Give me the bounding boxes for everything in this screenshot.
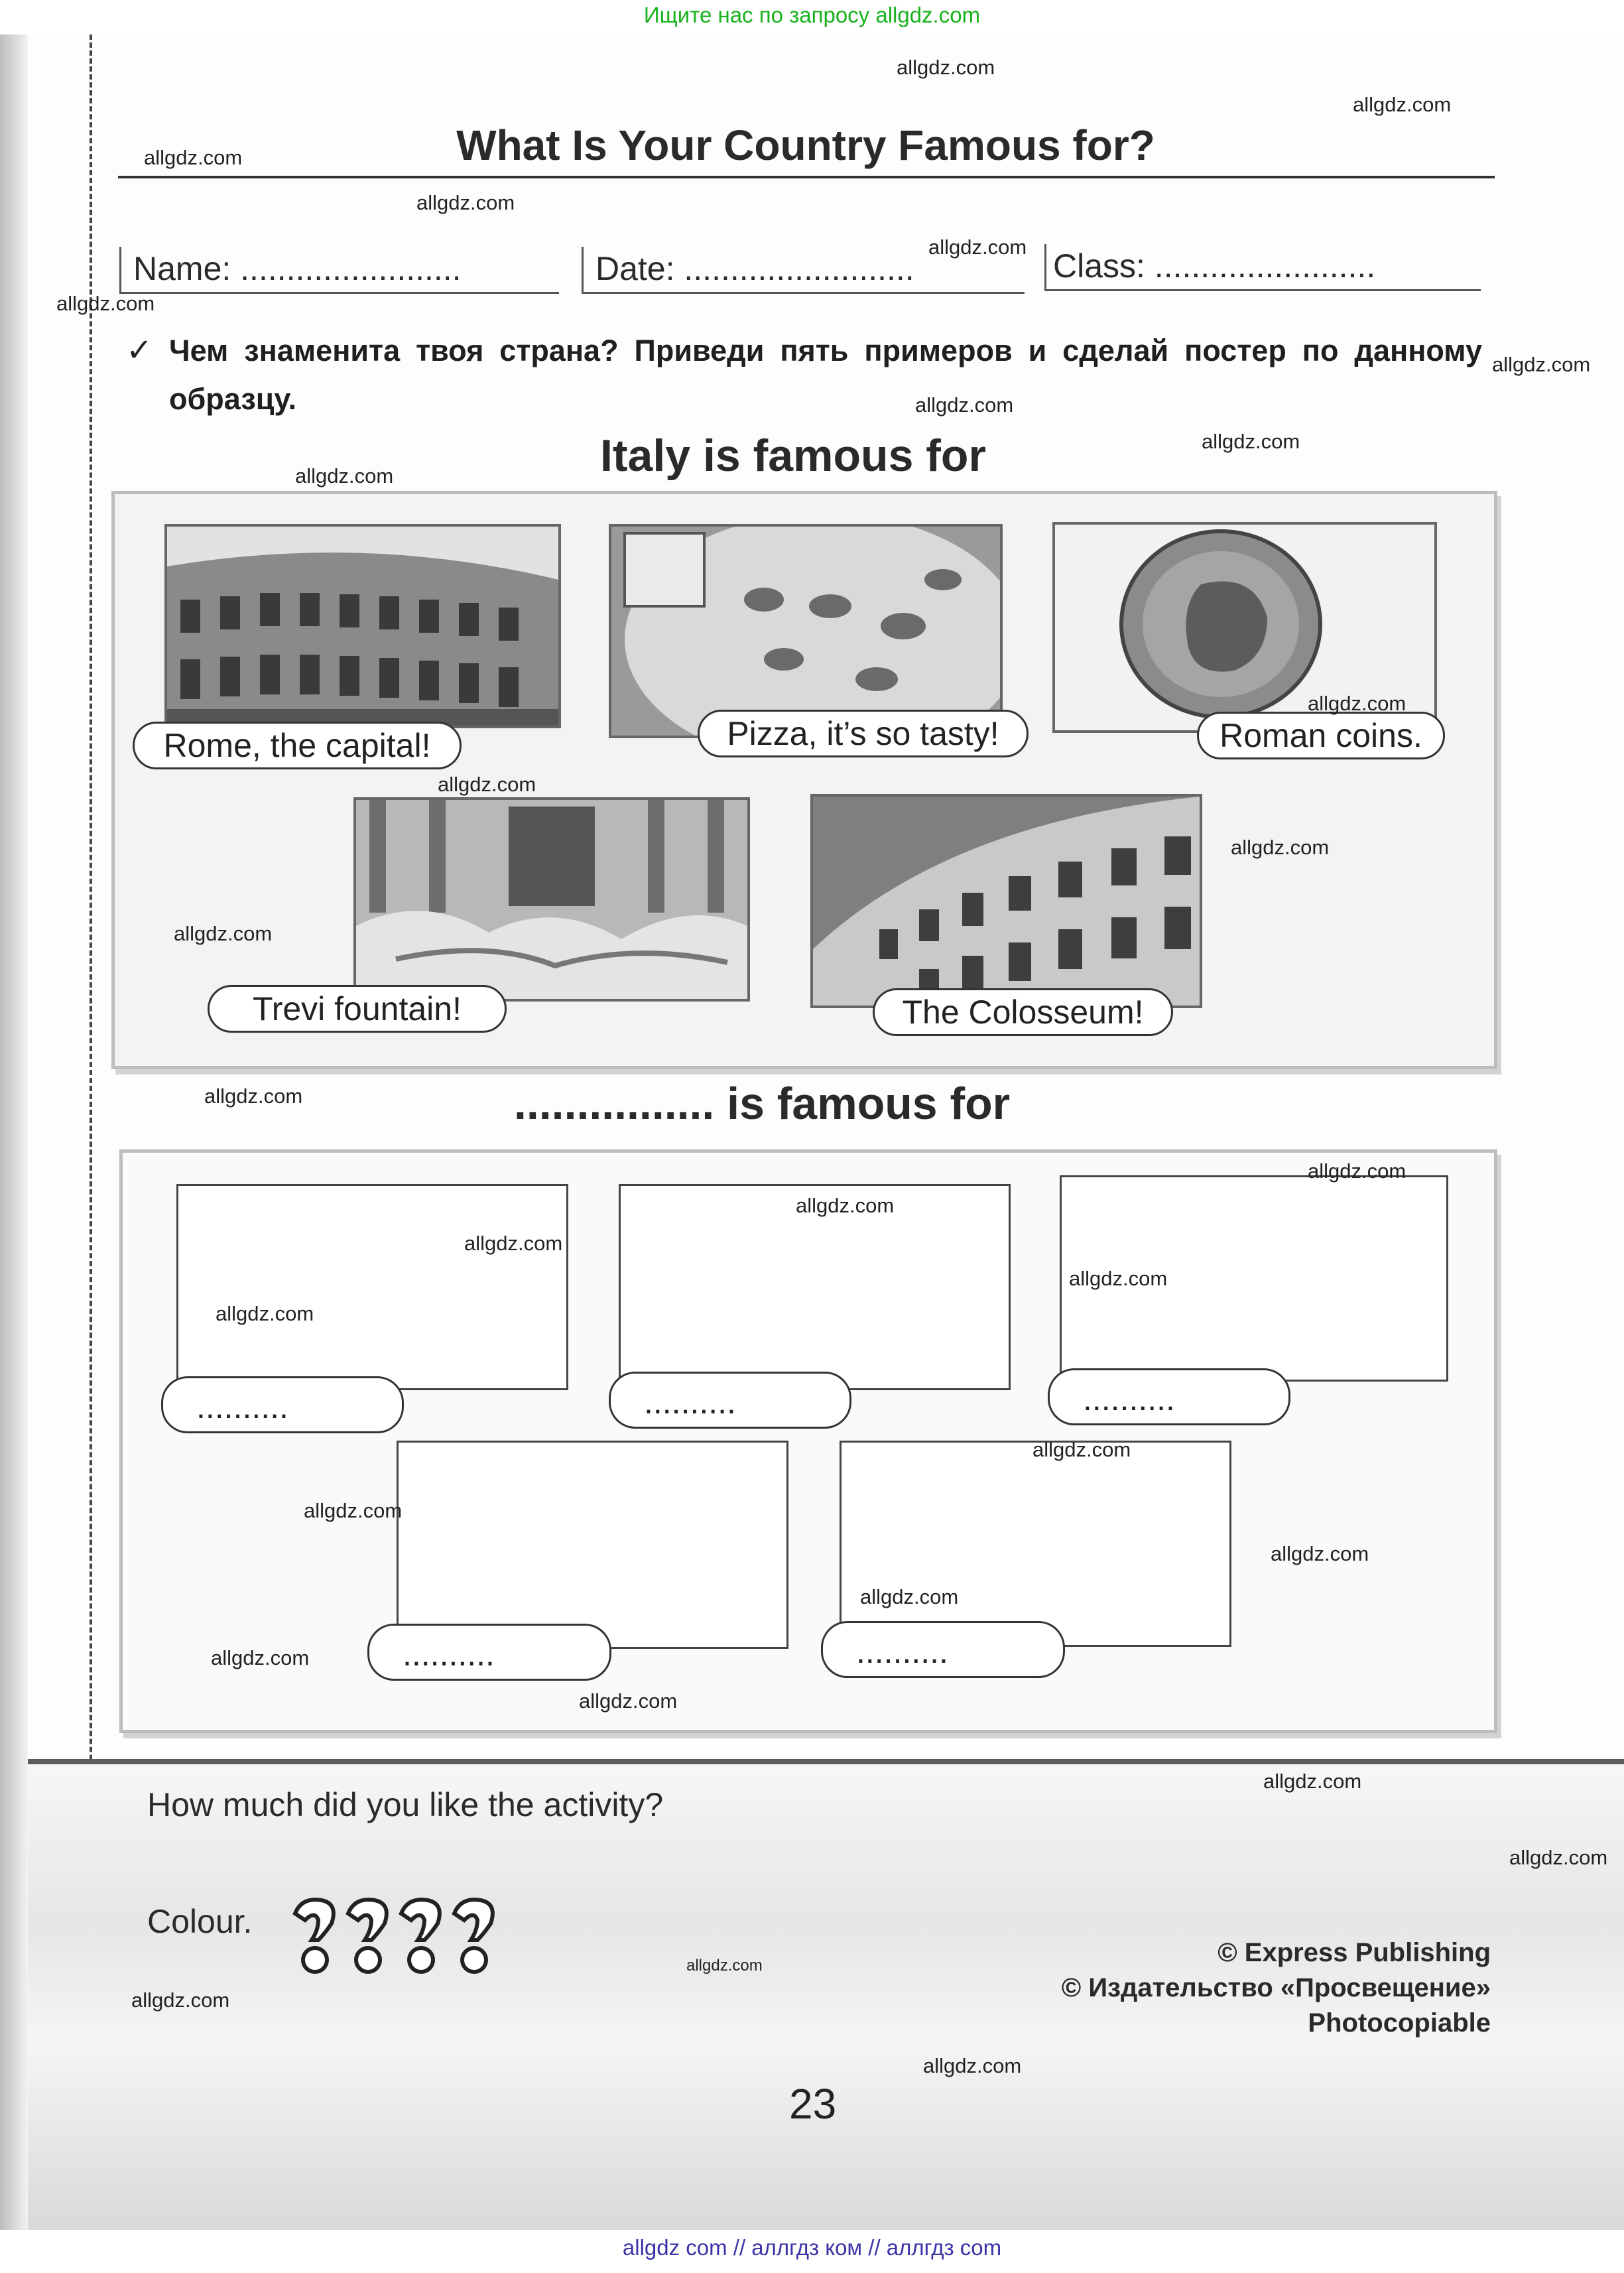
copyright-line-2: © Издательство «Просвещение» — [1061, 1973, 1491, 2002]
watermark: allgdz.com — [686, 1957, 763, 1975]
copyright-block — [995, 1935, 1491, 2041]
caption-field-2[interactable]: .......... — [609, 1372, 851, 1429]
bottom-banner[interactable]: allgdz com // аллгдз ком // аллгдз com — [622, 2235, 1002, 2260]
name-label: Name: ........................ — [133, 250, 462, 287]
page-number: 23 — [789, 2080, 837, 2128]
caption-field-5[interactable]: .......... — [821, 1621, 1065, 1678]
watermark: allgdz.com — [928, 235, 1027, 259]
drawing-box-5[interactable] — [840, 1441, 1231, 1647]
watermark: allgdz.com — [416, 191, 515, 214]
drawing-box-1[interactable] — [176, 1184, 568, 1390]
watermark: allgdz.com — [1032, 1438, 1131, 1461]
watermark: allgdz.com — [915, 393, 1014, 417]
watermark: allgdz.com — [1069, 1267, 1168, 1290]
caption-pizza: Pizza, it’s so tasty! — [698, 710, 1029, 757]
fountain-photo — [353, 797, 750, 1002]
watermark: allgdz.com — [204, 1084, 303, 1108]
copyright-line-3: Photocopiable — [1308, 2008, 1491, 2038]
caption-field-1[interactable]: .......... — [161, 1376, 404, 1433]
watermark: allgdz.com — [1202, 430, 1300, 453]
watermark: allgdz.com — [1271, 1542, 1369, 1565]
watermark: allgdz.com — [304, 1499, 403, 1522]
watermark: allgdz.com — [56, 292, 155, 315]
watermark: allgdz.com — [438, 773, 536, 796]
watermark: allgdz.com — [860, 1585, 959, 1608]
name-field[interactable] — [119, 247, 559, 294]
watermark: allgdz.com — [1509, 1846, 1608, 1869]
checkmark-icon: ✓ — [126, 333, 153, 368]
page-fold-shadow — [0, 34, 28, 2230]
thumbs-up-icon[interactable] — [285, 1894, 511, 1980]
watermark: allgdz.com — [295, 464, 394, 487]
watermark: allgdz.com — [216, 1302, 314, 1325]
page-title: What Is Your Country Famous for? — [456, 121, 1155, 169]
top-banner[interactable]: Ищите нас по запросу allgdz.com — [643, 3, 981, 27]
caption-field-3[interactable]: .......... — [1048, 1368, 1290, 1425]
watermark: allgdz.com — [174, 922, 273, 945]
watermark: allgdz.com — [144, 146, 243, 169]
example-heading: Italy is famous for — [600, 430, 986, 481]
rating-question: How much did you like the activity? — [147, 1786, 664, 1823]
colosseum-closeup-photo — [810, 794, 1202, 1008]
watermark: allgdz.com — [796, 1194, 895, 1217]
watermark: allgdz.com — [464, 1232, 563, 1255]
class-label: Class: ........................ — [1053, 247, 1376, 285]
caption-trevi: Trevi fountain! — [208, 985, 507, 1033]
caption-field-4[interactable]: .......... — [367, 1624, 611, 1681]
instruction-text: Чем знаменита твоя страна? Приведи пять примеров и сделай постер по данному образцу. — [169, 334, 1482, 416]
watermark: allgdz.com — [579, 1689, 678, 1713]
caption-rome: Rome, the capital! — [133, 722, 462, 769]
watermark: allgdz.com — [1308, 1159, 1406, 1183]
watermark: allgdz.com — [897, 56, 995, 79]
rating-band-divider — [28, 1759, 1624, 1764]
watermark: allgdz.com — [923, 2054, 1022, 2077]
watermark: allgdz.com — [1263, 1770, 1362, 1793]
caption-colosseum: The Colosseum! — [873, 988, 1173, 1036]
caption-coins: Roman coins. — [1197, 712, 1445, 759]
watermark: allgdz.com — [1231, 836, 1330, 859]
rating-colour-label: Colour. — [147, 1903, 253, 1940]
drawing-box-4[interactable] — [397, 1441, 788, 1649]
colosseum-photo — [164, 524, 561, 728]
watermark: allgdz.com — [211, 1646, 310, 1669]
class-field[interactable] — [1044, 244, 1481, 291]
pizza-photo — [609, 524, 1003, 738]
watermark: allgdz.com — [1308, 692, 1406, 715]
date-label: Date: ......................... — [595, 250, 914, 287]
title-underline — [118, 176, 1495, 178]
watermark: allgdz.com — [1492, 353, 1591, 376]
copyright-line-1: © Express Publishing — [1218, 1938, 1491, 1967]
watermark: allgdz.com — [131, 1988, 230, 2012]
task-heading: ................ is famous for — [514, 1078, 1011, 1129]
watermark: allgdz.com — [1353, 93, 1452, 116]
